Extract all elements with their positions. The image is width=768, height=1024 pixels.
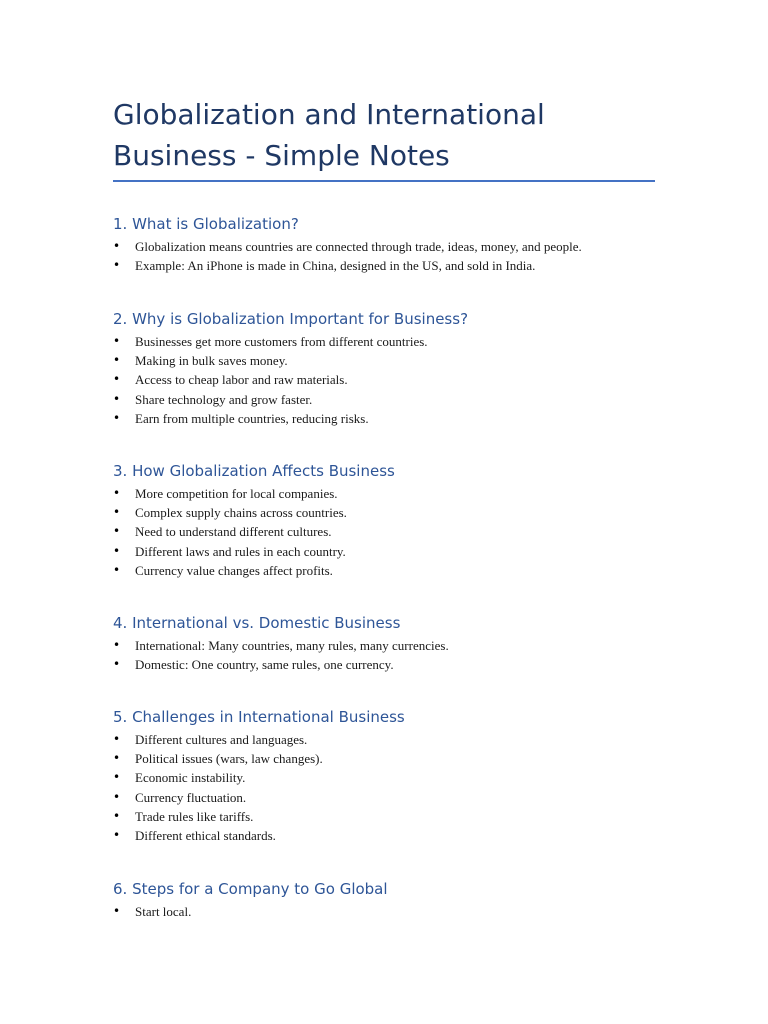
bullet-icon: • [113, 353, 121, 368]
list-item [113, 503, 673, 522]
list-item-text: Earn from multiple countries, reducing risks. [135, 410, 369, 426]
list-item [113, 730, 673, 749]
list-item-text: Domestic: One country, same rules, one currency. [135, 657, 394, 673]
section-5 [113, 707, 673, 845]
list-item-text: More competition for local companies. [135, 486, 338, 501]
bullet-icon: • [113, 638, 121, 652]
section-heading: 6. Steps for a Company to Go Global [113, 880, 388, 898]
bullet-icon: • [113, 770, 121, 785]
bullet-list [113, 730, 673, 845]
list-item-text: Making in bulk saves money. [135, 353, 288, 369]
bullet-icon: • [113, 524, 121, 539]
bullet-list [113, 484, 673, 580]
bullet-icon: • [113, 789, 121, 804]
list-item [113, 788, 673, 807]
section-heading: 5. Challenges in International Business [113, 708, 405, 726]
section-heading: 1. What is Globalization? [113, 215, 299, 233]
list-item-text: Political issues (wars, law changes). [135, 751, 323, 767]
list-item [113, 655, 673, 674]
list-item [113, 768, 673, 787]
section-2 [113, 309, 673, 428]
bullet-list [113, 237, 673, 275]
bullet-icon: • [113, 904, 121, 918]
list-item [113, 256, 673, 275]
section-4 [113, 613, 673, 674]
list-item [113, 542, 673, 561]
list-item [113, 409, 673, 428]
list-item [113, 636, 673, 655]
page-title: Globalization and International Business - Simple Notes [113, 98, 545, 172]
bullet-icon: • [113, 258, 121, 273]
list-item-text: Different ethical standards. [135, 828, 276, 844]
bullet-icon: • [113, 808, 121, 823]
list-item [113, 237, 673, 256]
list-item-text: Complex supply chains across countries. [135, 505, 347, 521]
list-item-text: Different laws and rules in each country. [135, 543, 346, 559]
bullet-list [113, 332, 673, 428]
list-item-text: Example: An iPhone is made in China, designed in the US, and sold in India. [135, 258, 536, 274]
list-item [113, 370, 673, 389]
bullet-icon: • [113, 732, 121, 746]
list-item [113, 390, 673, 409]
list-item [113, 902, 673, 921]
bullet-icon: • [113, 543, 121, 558]
bullet-list [113, 636, 673, 674]
list-item-text: Businesses get more customers from different countries. [135, 334, 428, 349]
list-item-text: International: Many countries, many rules, many currencies. [135, 638, 449, 653]
bullet-icon: • [113, 486, 121, 500]
list-item-text: Share technology and grow faster. [135, 391, 313, 407]
section-heading: 2. Why is Globalization Important for Business? [113, 310, 469, 328]
list-item [113, 484, 673, 503]
list-item [113, 807, 673, 826]
bullet-icon: • [113, 239, 121, 253]
list-item-text: Access to cheap labor and raw materials. [135, 372, 348, 388]
list-item-text: Different cultures and languages. [135, 732, 308, 747]
list-item [113, 522, 673, 541]
list-item-text: Globalization means countries are connected through trade, ideas, money, and people. [135, 239, 582, 254]
list-item [113, 826, 673, 845]
list-item-text: Start local. [135, 904, 192, 919]
bullet-icon: • [113, 334, 121, 348]
list-item [113, 351, 673, 370]
section-heading: 3. How Globalization Affects Business [113, 462, 395, 480]
bullet-icon: • [113, 751, 121, 766]
bullet-icon: • [113, 505, 121, 520]
list-item-text: Currency value changes affect profits. [135, 562, 333, 578]
list-item [113, 749, 673, 768]
list-item-text: Economic instability. [135, 770, 246, 786]
list-item-text: Trade rules like tariffs. [135, 808, 254, 824]
bullet-list [113, 902, 673, 921]
list-item-text: Need to understand different cultures. [135, 524, 332, 540]
list-item [113, 332, 673, 351]
bullet-icon: • [113, 828, 121, 843]
bullet-icon: • [113, 372, 121, 387]
bullet-icon: • [113, 391, 121, 406]
section-3 [113, 461, 673, 580]
bullet-icon: • [113, 657, 121, 672]
bullet-icon: • [113, 562, 121, 577]
section-heading: 4. International vs. Domestic Business [113, 614, 401, 632]
list-item-text: Currency fluctuation. [135, 789, 247, 805]
section-1 [113, 214, 673, 275]
section-6 [113, 879, 673, 921]
bullet-icon: • [113, 410, 121, 425]
list-item [113, 561, 673, 580]
title-underline [113, 180, 655, 182]
